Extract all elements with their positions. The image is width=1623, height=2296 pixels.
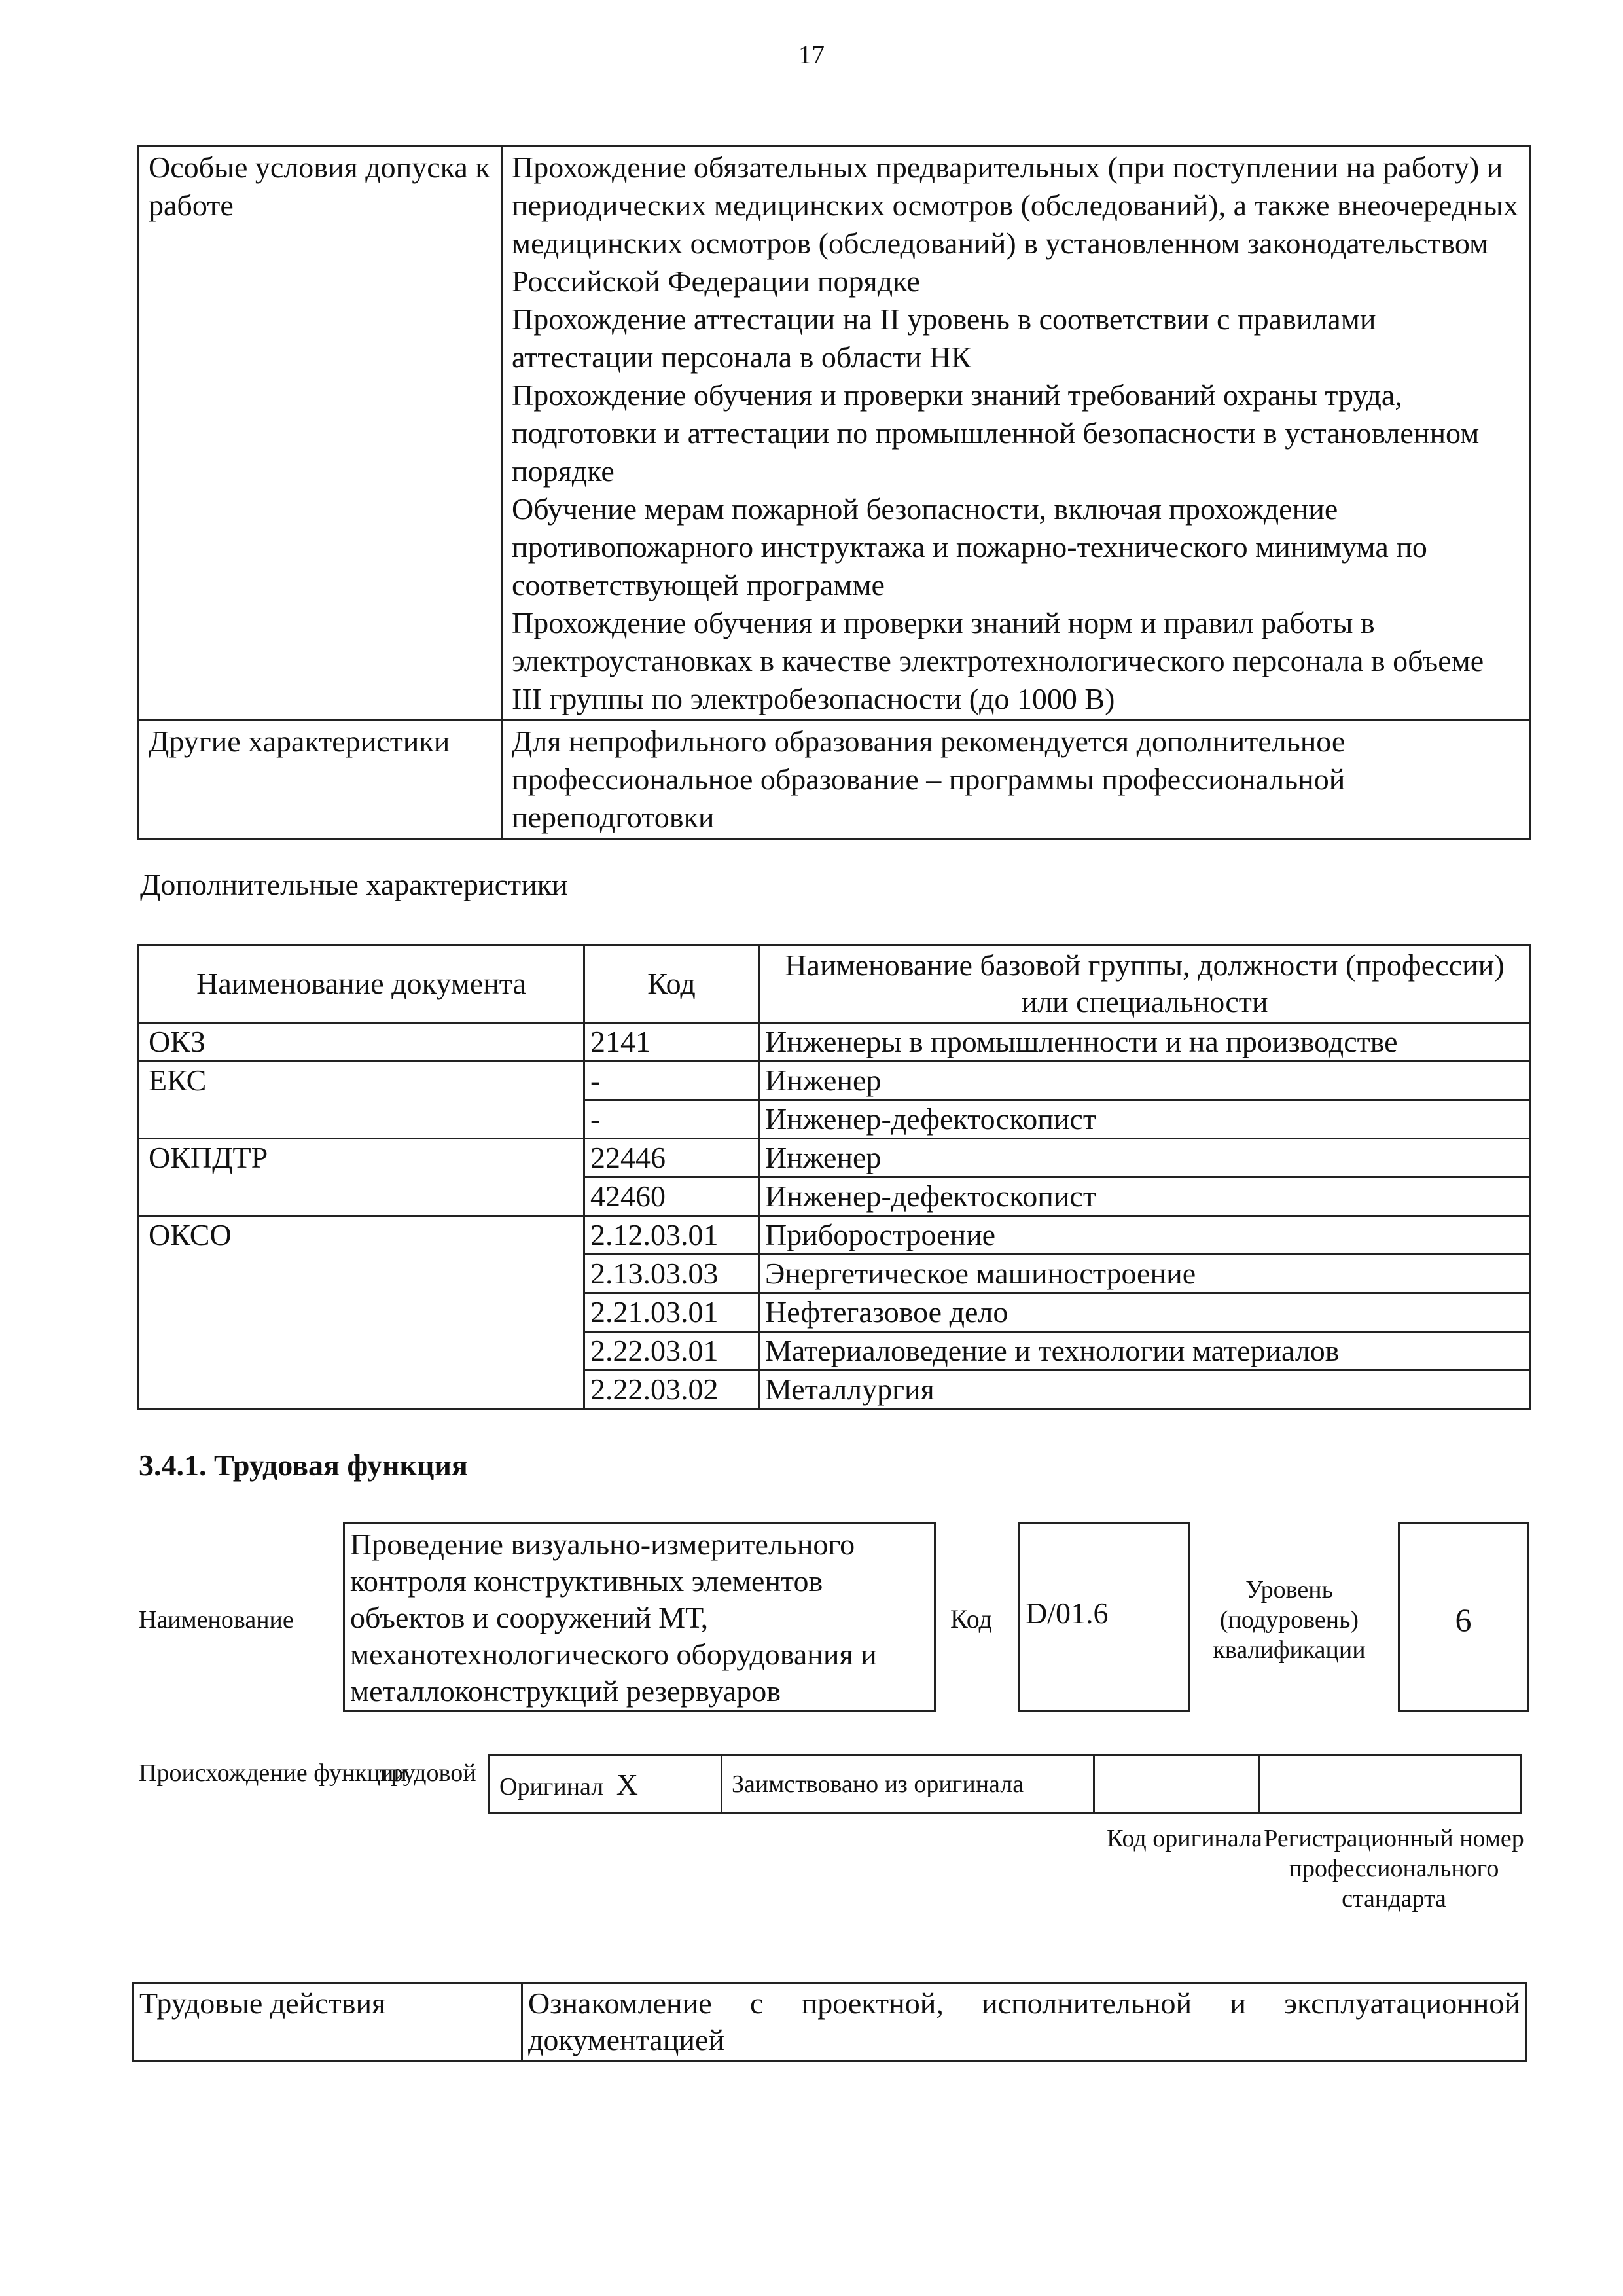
paragraph: Прохождение обучения и проверки знаний норм и правил работы в электроустановках в качестве электротехнологического персонала в объеме III группы по электробезопасности (до 1000 В) bbox=[512, 606, 1484, 715]
name-cell: Инженеры в промышленности и на производстве bbox=[759, 1023, 1531, 1062]
header-code: Код bbox=[584, 945, 759, 1023]
table-row bbox=[139, 1139, 1531, 1177]
row-content bbox=[502, 721, 1531, 839]
code-cell: - bbox=[584, 1062, 759, 1100]
name-cell: Инженер-дефектоскопист bbox=[759, 1100, 1531, 1139]
section-title: Дополнительные характеристики bbox=[140, 868, 568, 901]
function-name-box: Проведение визуально-измерительного контроля конструктивных элементов объектов и сооружений МТ, механотехнологического оборудования и металлоконструкций резервуаров bbox=[343, 1522, 936, 1712]
original-label: Оригинал bbox=[499, 1772, 604, 1801]
name-cell: Нефтегазовое дело bbox=[759, 1293, 1531, 1332]
code-cell: 2.22.03.01 bbox=[584, 1332, 759, 1371]
code-label: Код bbox=[950, 1604, 992, 1634]
paragraph: Прохождение обязательных предварительных (при поступлении на работу) и периодических медицинских осмотров (обследований), а также внеочередных медицинских осмотров (обследований) в установленном законодательством Российской Федерации порядке bbox=[512, 151, 1518, 298]
name-cell: Металлургия bbox=[759, 1371, 1531, 1409]
table-row bbox=[139, 1062, 1531, 1100]
name-cell: Инженер bbox=[759, 1139, 1531, 1177]
code-cell: - bbox=[584, 1100, 759, 1139]
labor-actions-table bbox=[132, 1982, 1527, 2062]
doc-name: ОКЗ bbox=[139, 1023, 584, 1062]
row-label: Особые условия допуска к работе bbox=[139, 147, 502, 721]
origin-label-right: трудовой bbox=[380, 1759, 476, 1787]
code-cell: 2141 bbox=[584, 1023, 759, 1062]
code-cell: 2.12.03.01 bbox=[584, 1216, 759, 1255]
labor-actions-value: Ознакомление с проектной, исполнительной и эксплуатационной документацией bbox=[522, 1983, 1527, 2061]
function-code-box: D/01.6 bbox=[1018, 1522, 1190, 1712]
code-cell: 42460 bbox=[584, 1177, 759, 1216]
name-cell: Инженер-дефектоскопист bbox=[759, 1177, 1531, 1216]
additional-characteristics-table bbox=[137, 944, 1531, 1410]
table-header-row bbox=[139, 945, 1531, 1023]
paragraph: Прохождение аттестации на II уровень в соответствии с правилами аттестации персонала в области НК bbox=[512, 302, 1376, 374]
code-cell: 2.13.03.03 bbox=[584, 1255, 759, 1293]
row-content bbox=[502, 147, 1531, 721]
code-cell: 2.22.03.02 bbox=[584, 1371, 759, 1409]
conditions-table bbox=[137, 145, 1531, 840]
level-label: Уровень (подуровень) квалификации bbox=[1213, 1576, 1366, 1664]
name-cell: Энергетическое машиностроение bbox=[759, 1255, 1531, 1293]
doc-name: ОКПДТР bbox=[139, 1139, 584, 1216]
name-cell: Приборостроение bbox=[759, 1216, 1531, 1255]
code-cell: 2.21.03.01 bbox=[584, 1293, 759, 1332]
borrowed-cell: Заимствовано из оригинала bbox=[722, 1755, 1094, 1814]
code-original-cell bbox=[1094, 1755, 1260, 1814]
reg-number-cell bbox=[1260, 1755, 1521, 1814]
origin-label-left: Происхождение функции bbox=[139, 1759, 407, 1787]
origin-label bbox=[139, 1758, 486, 1788]
header-name: Наименование базовой группы, должности (профессии) или специальности bbox=[759, 945, 1531, 1023]
doc-name: ЕКС bbox=[139, 1062, 584, 1139]
table-row bbox=[139, 1023, 1531, 1062]
table-row bbox=[139, 1216, 1531, 1255]
page-number: 17 bbox=[798, 40, 825, 69]
table-row bbox=[139, 147, 1531, 721]
name-cell: Инженер bbox=[759, 1062, 1531, 1100]
table-row bbox=[490, 1755, 1521, 1814]
labor-function-title: 3.4.1. Трудовая функция bbox=[139, 1448, 468, 1482]
original-mark: X bbox=[616, 1767, 638, 1801]
paragraph: Обучение мерам пожарной безопасности, включая прохождение противопожарного инструктажа и пожарно-технического минимума по соответствующей программе bbox=[512, 492, 1427, 601]
name-label: Наименование bbox=[139, 1606, 294, 1634]
row-label: Другие характеристики bbox=[139, 721, 502, 839]
original-cell bbox=[490, 1755, 722, 1814]
doc-name: ОКСО bbox=[139, 1216, 584, 1409]
code-original-caption: Код оригинала bbox=[1107, 1825, 1262, 1852]
paragraph: Прохождение обучения и проверки знаний требований охраны труда, подготовки и аттестации по промышленной безопасности в установленном порядке bbox=[512, 378, 1480, 488]
table-row bbox=[139, 721, 1531, 839]
header-doc: Наименование документа bbox=[139, 945, 584, 1023]
reg-number-caption: Регистрационный номер профессионального стандарта bbox=[1264, 1825, 1524, 1912]
level-box: 6 bbox=[1398, 1522, 1529, 1712]
name-cell: Материаловедение и технологии материалов bbox=[759, 1332, 1531, 1371]
code-cell: 22446 bbox=[584, 1139, 759, 1177]
origin-table bbox=[488, 1754, 1522, 1814]
labor-actions-label: Трудовые действия bbox=[134, 1983, 522, 2061]
table-row bbox=[134, 1983, 1527, 2061]
paragraph: Для непрофильного образования рекомендуется дополнительное профессиональное образование – программы профессиональной переподготовки bbox=[512, 725, 1346, 834]
